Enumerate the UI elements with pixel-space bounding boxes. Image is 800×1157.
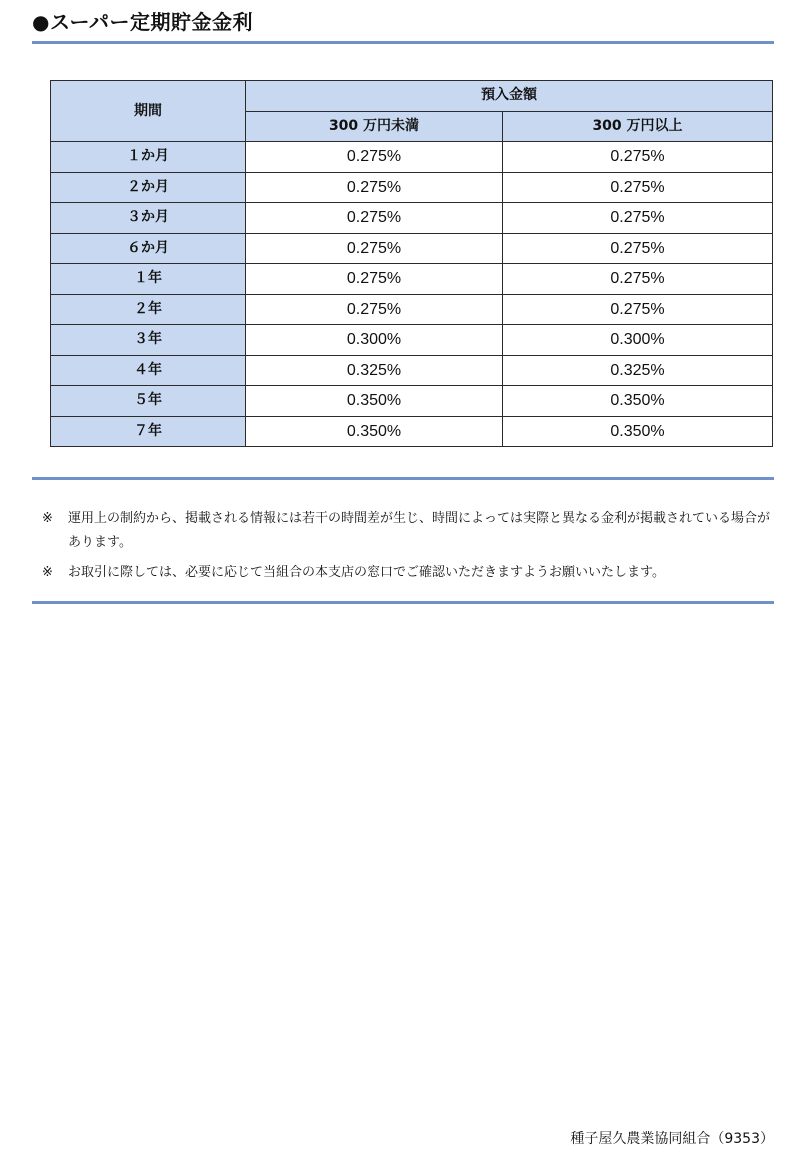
period-cell: ３か月 <box>51 203 246 234</box>
period-cell: ４年 <box>51 355 246 386</box>
table-row <box>51 142 773 173</box>
header-over-3m: 300 万円以上 <box>503 111 773 142</box>
note-item <box>42 561 782 585</box>
rate-under-cell: 0.275% <box>246 264 503 295</box>
table-row <box>51 416 773 447</box>
rate-over-cell: 0.275% <box>503 294 773 325</box>
rate-under-cell: 0.325% <box>246 355 503 386</box>
note-text: お取引に際しては、必要に応じて当組合の本支店の窓口でご確認いただきますようお願いいたします。 <box>68 565 665 580</box>
rate-under-cell: 0.350% <box>246 416 503 447</box>
page-title: ●スーパー定期貯金金利 <box>32 10 253 34</box>
rate-under-cell: 0.275% <box>246 172 503 203</box>
rate-over-cell: 0.275% <box>503 172 773 203</box>
disclaimer-notes <box>42 507 782 591</box>
table-row <box>51 325 773 356</box>
rate-under-cell: 0.275% <box>246 142 503 173</box>
table-row <box>51 386 773 417</box>
rate-over-cell: 0.350% <box>503 386 773 417</box>
period-cell: １か月 <box>51 142 246 173</box>
rate-over-cell: 0.275% <box>503 142 773 173</box>
table-row <box>51 294 773 325</box>
table-row <box>51 172 773 203</box>
period-cell: ６か月 <box>51 233 246 264</box>
rate-under-cell: 0.275% <box>246 203 503 234</box>
note-item <box>42 507 782 555</box>
period-cell: １年 <box>51 264 246 295</box>
note-text: 運用上の制約から、掲載される情報には若干の時間差が生じ、時間によっては実際と異なる金利が掲載されている場合があります。 <box>68 511 771 550</box>
note-mark: ※ <box>42 565 53 580</box>
table-row <box>51 233 773 264</box>
rate-over-cell: 0.275% <box>503 233 773 264</box>
header-amount: 預入金額 <box>246 81 773 112</box>
period-cell: ５年 <box>51 386 246 417</box>
rate-over-cell: 0.300% <box>503 325 773 356</box>
divider-bottom <box>32 601 774 604</box>
period-cell: ２か月 <box>51 172 246 203</box>
rate-over-cell: 0.350% <box>503 416 773 447</box>
table-row <box>51 264 773 295</box>
organization-footer: 種子屋久農業協同組合（9353） <box>570 1131 774 1147</box>
header-under-3m: 300 万円未満 <box>246 111 503 142</box>
period-cell: ３年 <box>51 325 246 356</box>
table-row <box>51 203 773 234</box>
period-cell: ２年 <box>51 294 246 325</box>
table-row <box>51 355 773 386</box>
rate-under-cell: 0.350% <box>246 386 503 417</box>
rate-over-cell: 0.275% <box>503 203 773 234</box>
rate-under-cell: 0.275% <box>246 233 503 264</box>
rate-over-cell: 0.325% <box>503 355 773 386</box>
divider-top <box>32 41 774 44</box>
rate-under-cell: 0.275% <box>246 294 503 325</box>
interest-rate-table <box>50 80 773 447</box>
rate-over-cell: 0.275% <box>503 264 773 295</box>
header-period: 期間 <box>51 81 246 142</box>
divider-middle <box>32 477 774 480</box>
period-cell: ７年 <box>51 416 246 447</box>
note-mark: ※ <box>42 511 53 526</box>
rate-under-cell: 0.300% <box>246 325 503 356</box>
